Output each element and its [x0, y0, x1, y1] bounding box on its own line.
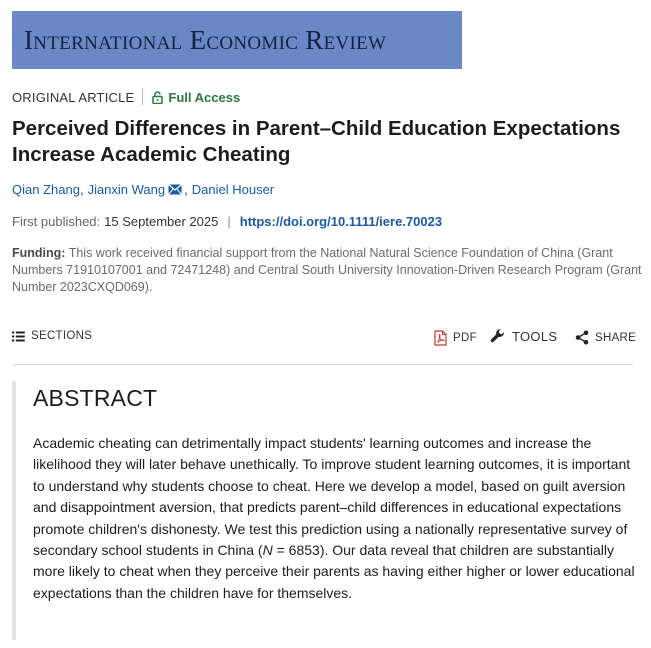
author-separator: , — [79, 182, 84, 197]
funding-text: This work received financial support from the National Natural Science Foundation of China (Grant Numbers 71910107001 and 72471248) and Central South University Innovation-Driven Research Program (Grant Number 2023CXQD069). — [12, 246, 642, 294]
divider: | — [227, 214, 231, 229]
share-label: SHARE — [595, 331, 637, 344]
list-icon — [12, 331, 31, 342]
abstract-text-part: ). Our data reveal that children are substantially more likely to cheat when they perceive their parents as having either higher or lower educational expectations than the children have for themselves. — [33, 542, 635, 601]
sample-size-symbol: N — [262, 542, 273, 559]
publication-info — [12, 214, 442, 229]
envelope-icon[interactable] — [168, 184, 182, 195]
access-label: Full Access — [168, 89, 241, 105]
abstract-section — [12, 381, 640, 640]
doi-link[interactable]: https://doi.org/10.1111/iere.70023 — [239, 214, 443, 229]
tools-button[interactable] — [490, 328, 557, 344]
pdf-icon — [434, 330, 453, 346]
wrench-icon — [490, 328, 512, 344]
sections-label: SECTIONS — [31, 330, 93, 342]
journal-title: International Economic Review — [24, 24, 387, 55]
sample-size-value: = 6853 — [272, 542, 320, 559]
pdf-label: PDF — [453, 332, 477, 344]
abstract-text — [33, 433, 639, 604]
author-link[interactable]: Jianxin Wang — [87, 182, 166, 197]
article-title: Perceived Differences in Parent–Child Education Expectations Increase Academic Cheating — [12, 117, 621, 166]
sections-button[interactable] — [12, 330, 92, 342]
journal-banner[interactable] — [12, 11, 462, 69]
divider — [142, 89, 143, 105]
abstract-heading: ABSTRACT — [33, 385, 158, 411]
author-separator: , — [184, 182, 188, 197]
pdf-button[interactable] — [434, 330, 477, 346]
article-meta — [12, 88, 240, 106]
share-icon — [575, 330, 595, 345]
funding-statement — [12, 245, 642, 296]
article-toolbar — [12, 324, 637, 365]
access-badge — [152, 90, 240, 105]
funding-label: Funding: — [12, 246, 66, 260]
share-button[interactable] — [575, 330, 636, 345]
lock-open-icon — [152, 91, 168, 104]
article-type: ORIGINAL ARTICLE — [12, 89, 135, 105]
abstract-text-part: Academic cheating can detrimentally impact students' learning outcomes and increase the likelihood they will later behave unethically. To improve student learning outcomes, it is important to understand why students choose to cheat. Here we develop a model, based on guilt aversion and disappointment aversion, that predicts parent–child differences in educational expectations promote children's dishonesty. We test this prediction using a nationally representative survey of secondary school students in China ( — [33, 435, 631, 559]
author-link[interactable]: Daniel Houser — [191, 182, 275, 197]
author-link[interactable]: Qian Zhang — [12, 182, 80, 197]
published-label: First published: — [12, 214, 101, 229]
author-list — [12, 182, 274, 197]
published-date: 15 September 2025 — [104, 214, 219, 229]
tools-label: TOOLS — [512, 328, 558, 344]
